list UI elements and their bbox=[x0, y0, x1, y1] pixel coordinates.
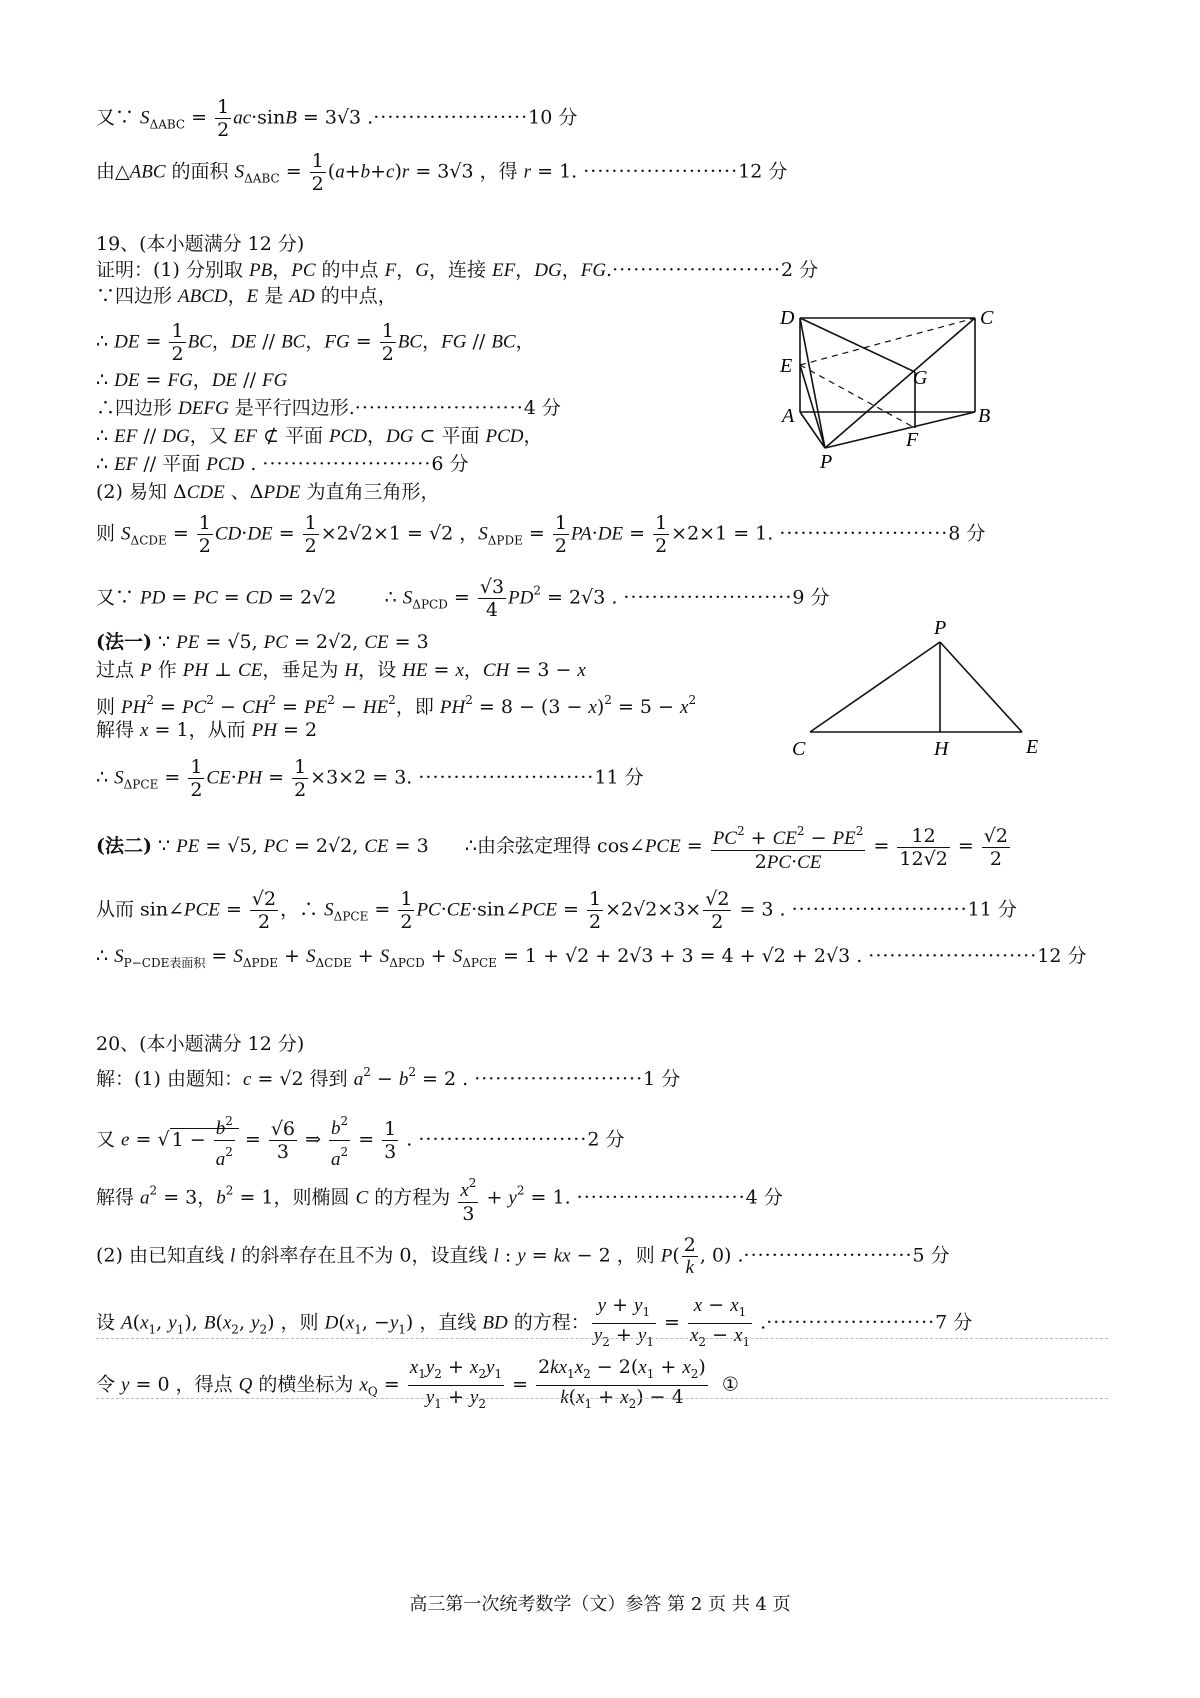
label-B: B bbox=[978, 405, 991, 427]
proof-line-4: ∴ DE = FG，DE // FG bbox=[96, 369, 288, 391]
method-2-line-2: 从而 sin∠PCE = $\frac{√2}{2}$ ，∴ $S_{\Delta PCE}$ = $\frac{1}{2}$ PC·CE·sin∠PCE = $\frac{1}{2}$ ×2√2×3× $\frac{√2}{2}$ = 3 . ·························11 分 bbox=[96, 888, 1017, 933]
label-C: C bbox=[980, 307, 994, 329]
solution-line-2: 又 e = √ 1 − $\frac{b^2}{a^2}$ = $\frac{√6}{3}$ ⇒ $\frac{b^2}{a^2}$ = $\frac{1}{3}$ . ························2 分 bbox=[96, 1110, 624, 1171]
label-H: H bbox=[934, 738, 949, 760]
figure-prism bbox=[770, 300, 1010, 475]
proof-line-8: (2) 易知 ΔCDE 、ΔPDE 为直角三角形， bbox=[96, 481, 440, 503]
proof-line-3: ∴ DE = $\frac{1}{2}$ BC，DE // BC，FG = $\frac{1}{2}$ BC，FG // BC， bbox=[96, 320, 535, 365]
label-P: P bbox=[820, 451, 833, 473]
figure-triangle bbox=[790, 612, 1060, 762]
label-F: F bbox=[906, 429, 919, 451]
method-2-line-1: (法二) ∵ PE = √5, PC = 2√2, CE = 3 ∴由余弦定理得 cos∠PCE = $\frac{PC^2 + CE^2 - PE^2}{2PC\cdot CE}$ = $\frac{12}{12√2}$ = $\frac{√2}{2}$ bbox=[96, 820, 1012, 874]
dashed-divider-2 bbox=[96, 1398, 1108, 1399]
proof-line-1: 证明：(1) 分别取 PB，PC 的中点 F，G，连接 EF，DG，FG.························2 分 bbox=[96, 259, 819, 281]
solution-line-3: 解得 $a^2 = 3$，$b^2 = 1$，则椭圆 C 的方程为 $\frac{x^2}{3}$ + $y^2 = 1$. ························4 分 bbox=[96, 1172, 783, 1225]
score-line-10: 又∵ $S_{\Delta ABC}$ = $\frac{1}{2}$ ac·sinB = 3√3 .······················10 分 bbox=[96, 96, 578, 141]
proof-line-10: 又∵ PD = PC = CD = 2√2 ∴ $S_{\Delta PCD}$ = $\frac{√3}{4}$ $PD^2 = 2√3$ . ························9 分 bbox=[96, 576, 830, 621]
page-footer: 高三第一次统考数学（文）参答 第 2 页 共 4 页 bbox=[409, 1594, 791, 1615]
solution-line-4: (2) 由已知直线 l 的斜率存在且不为 0，设直线 l : y = kx − 2 ，则 P( $\frac{2}{k}$ , 0) .························5 分 bbox=[96, 1234, 950, 1278]
solution-line-6: 令 y = 0 ，得点 Q 的横坐标为 $x_Q$ = $\frac{x_1y_2 + x_2y_1}{y_1 + y_2}$ = $\frac{2kx_1x_2 - 2(x_1 + x_2)}{k(x_1 + x_2) - 4}$ ① bbox=[96, 1356, 739, 1411]
proof-line-6: ∴ EF // DG，又 EF ⊄ 平面 PCD，DG ⊂ 平面 PCD， bbox=[96, 425, 543, 447]
label-D: D bbox=[780, 307, 795, 329]
method-1-line-5: ∴ $S_{\Delta PCE}$ = $\frac{1}{2}$ CE·PH = $\frac{1}{2}$ ×3×2 = 3. ·························11 分 bbox=[96, 756, 644, 801]
method-1-line-1: (法一) ∵ PE = √5, PC = 2√2, CE = 3 bbox=[96, 631, 429, 653]
proof-line-2: ∵四边形 ABCD，E 是 AD 的中点， bbox=[96, 285, 397, 307]
label-E: E bbox=[780, 355, 793, 377]
proof-line-9: 则 $S_{\Delta CDE}$ = $\frac{1}{2}$ CD·DE = $\frac{1}{2}$ ×2√2×1 = √2 ，$S_{\Delta PDE}$ = $\frac{1}{2}$ PA·DE = $\frac{1}{2}$ ×2×1 = 1. ························8 分 bbox=[96, 512, 986, 557]
label-P2: P bbox=[934, 617, 947, 639]
label-C2: C bbox=[792, 738, 806, 760]
method-1-line-4: 解得 x = 1，从而 PH = 2 bbox=[96, 719, 318, 741]
method-1-line-3: 则 $PH^2 = PC^2 - CH^2 = PE^2 - HE^2$，即 $PH^2 = 8 - (3 - x)^2 = 5 - x^2$ bbox=[96, 693, 697, 718]
dashed-divider-1 bbox=[96, 1338, 1108, 1339]
proof-line-5: ∴四边形 DEFG 是平行四边形.························4 分 bbox=[96, 397, 561, 419]
method-2-line-3: ∴ $S_{P-CDE表面积} = S_{\Delta PDE} + S_{\Delta CDE} + S_{\Delta PCD} + S_{\Delta PCE} = 1 + √2 + 2√3 + 3 = 4 + √2 + 2√3$ . ························12 分 bbox=[96, 945, 1087, 970]
proof-line-7: ∴ EF // 平面 PCD . ························6 分 bbox=[96, 453, 469, 475]
score-line-12: 由△ABC 的面积 $S_{\Delta ABC}$ = $\frac{1}{2}$ (a+b+c)r = 3√3 ，得 r = 1. ······················12 分 bbox=[96, 150, 788, 195]
solution-line-1: 解：(1) 由题知：c = √2 得到 $a^2 - b^2 = 2$ . ························1 分 bbox=[96, 1065, 681, 1090]
method-1-line-2: 过点 P 作 PH ⊥ CE，垂足为 H，设 HE = x，CH = 3 − x bbox=[96, 659, 586, 681]
label-E2: E bbox=[1026, 736, 1039, 758]
question-20-title: 20、(本小题满分 12 分) bbox=[96, 1033, 305, 1055]
label-G: G bbox=[913, 367, 928, 389]
solution-line-5: 设 $A(x_1$, $y_1$), $B(x_2$, $y_2$) ，则 $D(x_1$, $-y_1$) ，直线 BD 的方程： $\frac{y + y_1}{y_2 + y_1}$ = $\frac{x - x_1}{x_2 - x_1}$ .························7 分 bbox=[96, 1294, 973, 1349]
question-19-title: 19、(本小题满分 12 分) bbox=[96, 233, 305, 255]
label-A: A bbox=[782, 405, 795, 427]
